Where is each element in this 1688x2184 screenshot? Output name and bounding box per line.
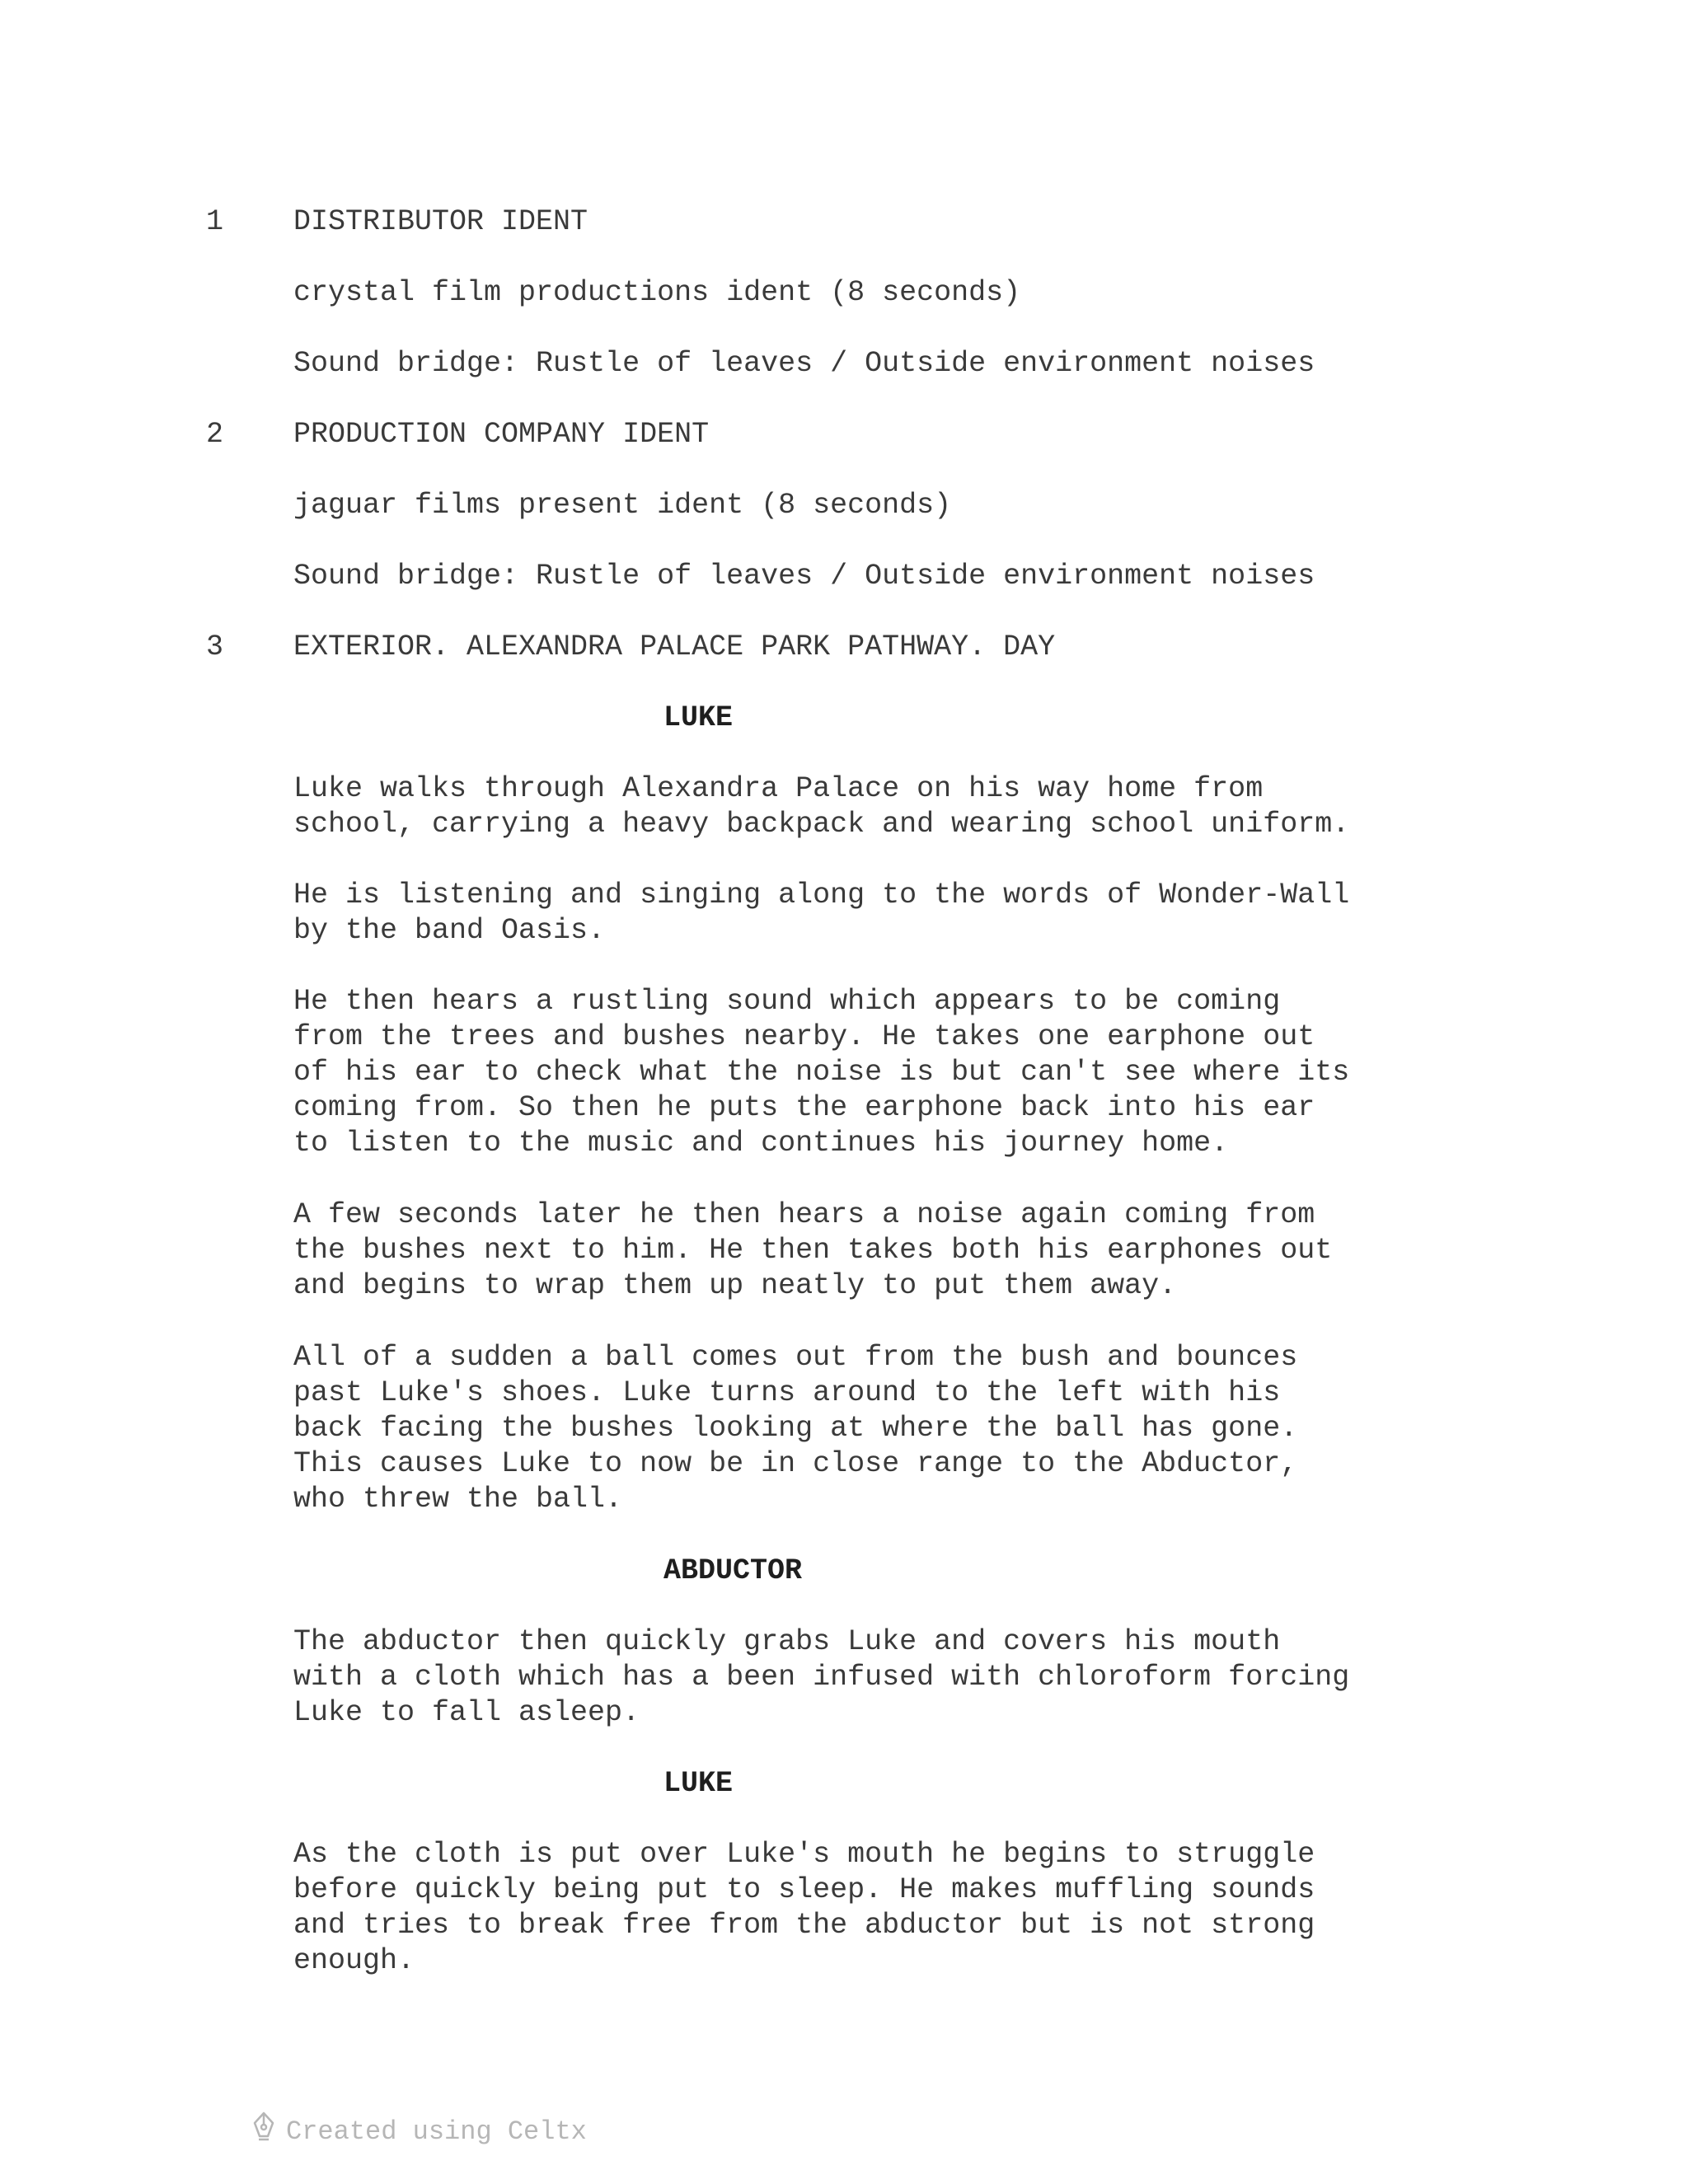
scene-number: 3 bbox=[206, 630, 224, 663]
action-paragraph: He then hears a rustling sound which appears to be coming from the trees and bushes nearby. He takes one earphone out of his ear to check what the noise is but can't see where its coming from. So then he puts the earphone back into his ear to listen to the music and continues his journey home. bbox=[293, 985, 1350, 1160]
action-paragraph: The abductor then quickly grabs Luke and covers his mouth with a cloth which has a been infused with chloroform forcing Luke to fall asleep. bbox=[293, 1625, 1350, 1729]
scene-heading: PRODUCTION COMPANY IDENT bbox=[293, 418, 710, 451]
action-paragraph: As the cloth is put over Luke's mouth he begins to struggle before quickly being put to sleep. He makes muffling sounds and tries to break free from the abductor but is not strong enough. bbox=[293, 1838, 1315, 1977]
action-line: Sound bridge: Rustle of leaves / Outside environment noises bbox=[293, 347, 1315, 380]
action-paragraph: He is listening and singing along to the words of Wonder-Wall by the band Oasis. bbox=[293, 879, 1350, 947]
action-line: jaguar films present ident (8 seconds) bbox=[293, 489, 952, 522]
pen-nib-icon bbox=[251, 2111, 286, 2152]
character-name: ABDUCTOR bbox=[663, 1554, 803, 1587]
scene-heading: DISTRIBUTOR IDENT bbox=[293, 205, 588, 238]
scene-number: 1 bbox=[206, 205, 224, 238]
action-line: Sound bridge: Rustle of leaves / Outside environment noises bbox=[293, 560, 1315, 593]
character-name: LUKE bbox=[663, 1767, 734, 1800]
action-line: crystal film productions ident (8 seconds) bbox=[293, 276, 1021, 309]
footer-text: Created using Celtx bbox=[286, 2116, 587, 2147]
character-name: LUKE bbox=[663, 701, 734, 734]
action-paragraph: All of a sudden a ball comes out from the bush and bounces past Luke's shoes. Luke turns around to the left with his back facing the bushes looking at where the ball has gone. This causes Luke to now be in close range to the Abductor, who threw the ball. bbox=[293, 1341, 1298, 1516]
footer-watermark bbox=[251, 2111, 587, 2152]
scene-number: 2 bbox=[206, 418, 224, 451]
action-paragraph: A few seconds later he then hears a noise again coming from the bushes next to him. He then takes both his earphones out and begins to wrap them up neatly to put them away. bbox=[293, 1198, 1333, 1302]
scene-heading: EXTERIOR. ALEXANDRA PALACE PARK PATHWAY. DAY bbox=[293, 630, 1056, 663]
action-paragraph: Luke walks through Alexandra Palace on his way home from school, carrying a heavy backpack and wearing school uniform. bbox=[293, 772, 1350, 841]
